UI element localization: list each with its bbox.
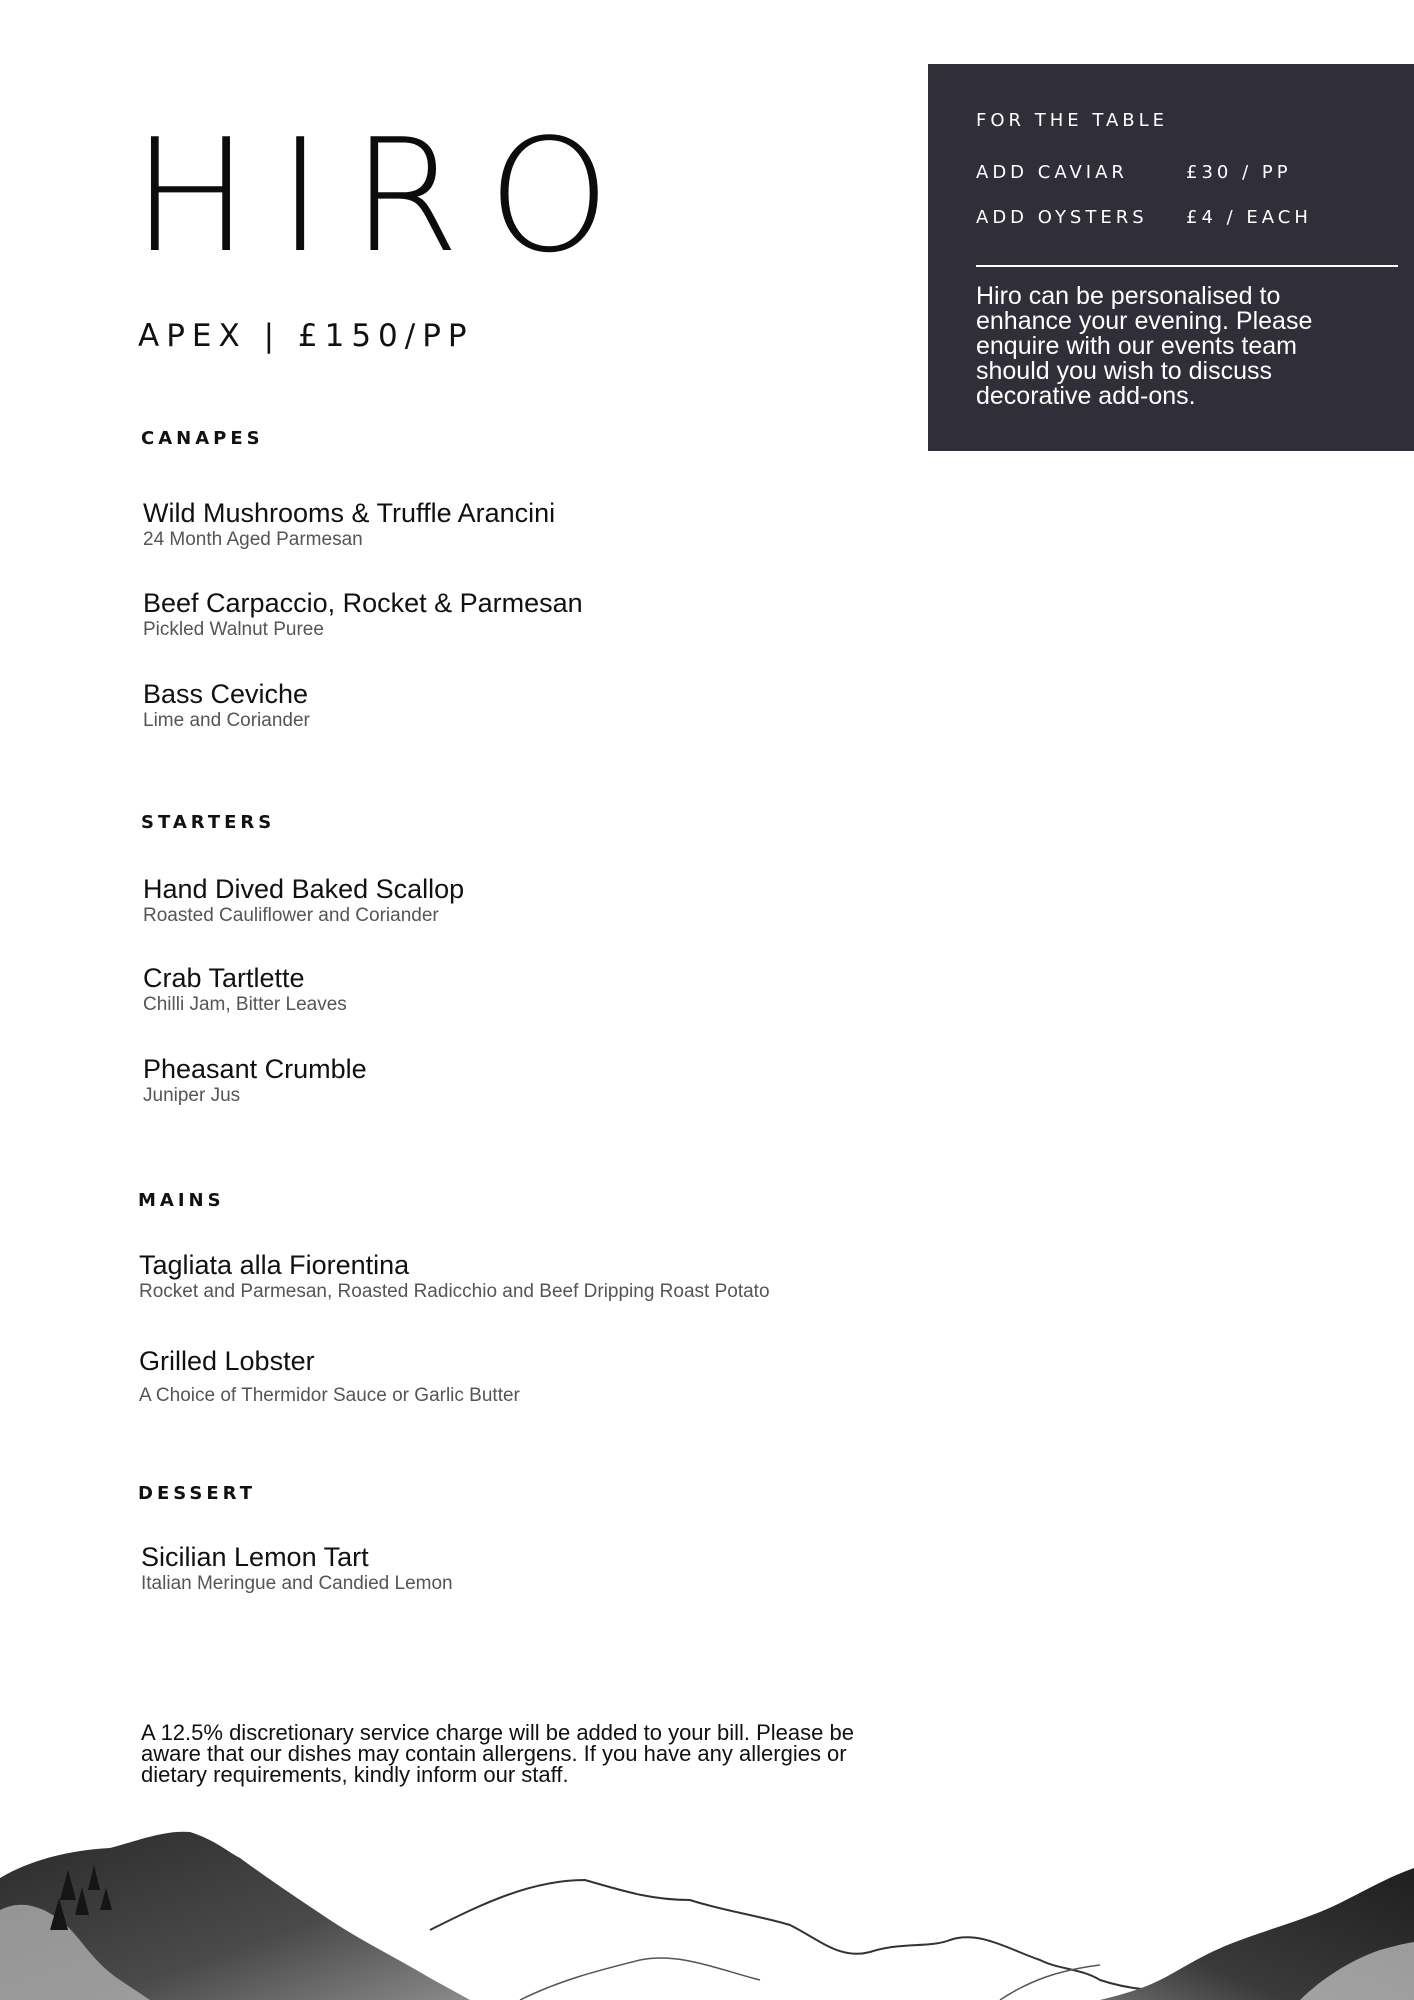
dish-name: Grilled Lobster [139,1346,315,1376]
dish-name: Hand Dived Baked Scallop [143,874,465,904]
addon-price: £4 / EACH [1186,207,1312,228]
for-the-table-panel [928,64,1414,451]
dish-name: Wild Mushrooms & Truffle Arancini [143,498,556,528]
dish-description: A Choice of Thermidor Sauce or Garlic Butter [139,1385,520,1406]
dish-item [143,498,555,552]
dish-name: Crab Tartlette [143,963,305,993]
section-heading-canapes: CANAPES [141,428,264,449]
dish-description: Chilli Jam, Bitter Leaves [143,994,347,1015]
section-heading-dessert: DESSERT [138,1483,256,1504]
dish-name: Bass Ceviche [143,679,309,709]
section-heading-starters: STARTERS [141,812,276,833]
dish-item [143,1054,367,1108]
dish-item [143,679,310,733]
panel-heading: FOR THE TABLE [976,110,1169,131]
dish-item [143,963,347,1017]
dish-description: 24 Month Aged Parmesan [143,529,363,550]
dish-name: Pheasant Crumble [143,1054,367,1084]
service-charge-note: A 12.5% discretionary service charge will be added to your bill. Please be aware that our dishes may contain allergens. If you have any allergies or dietary requirements, kindly inform our staff. [141,1720,854,1787]
dish-item [139,1250,770,1304]
dish-description: Lime and Coriander [143,710,310,731]
brand-title: HIRO [132,105,639,287]
panel-note: Hiro can be personalised to enhance your evening. Please enquire with our events team should you wish to discuss decorative add-ons. [976,282,1313,410]
mountain-landscape-illustration [0,1820,1414,2000]
dish-item [141,1542,453,1596]
dish-name: Sicilian Lemon Tart [141,1542,369,1572]
dish-name: Beef Carpaccio, Rocket & Parmesan [143,588,583,618]
dish-description: Juniper Jus [143,1085,241,1106]
addon-label: ADD OYSTERS [976,207,1148,228]
dish-item [143,588,583,642]
dish-description: Roasted Cauliflower and Coriander [143,905,439,926]
dish-description: Rocket and Parmesan, Roasted Radicchio and Beef Dripping Roast Potato [139,1281,770,1302]
menu-subtitle: APEX | £150/PP [138,318,474,354]
addon-price: £30 / PP [1186,162,1292,183]
dish-description: Italian Meringue and Candied Lemon [141,1573,453,1594]
addon-label: ADD CAVIAR [976,162,1128,183]
dish-item [139,1346,520,1408]
section-heading-mains: MAINS [138,1190,225,1211]
dish-item [143,874,464,928]
dish-name: Tagliata alla Fiorentina [139,1250,410,1280]
panel-divider [976,265,1398,267]
dish-description: Pickled Walnut Puree [143,619,324,640]
